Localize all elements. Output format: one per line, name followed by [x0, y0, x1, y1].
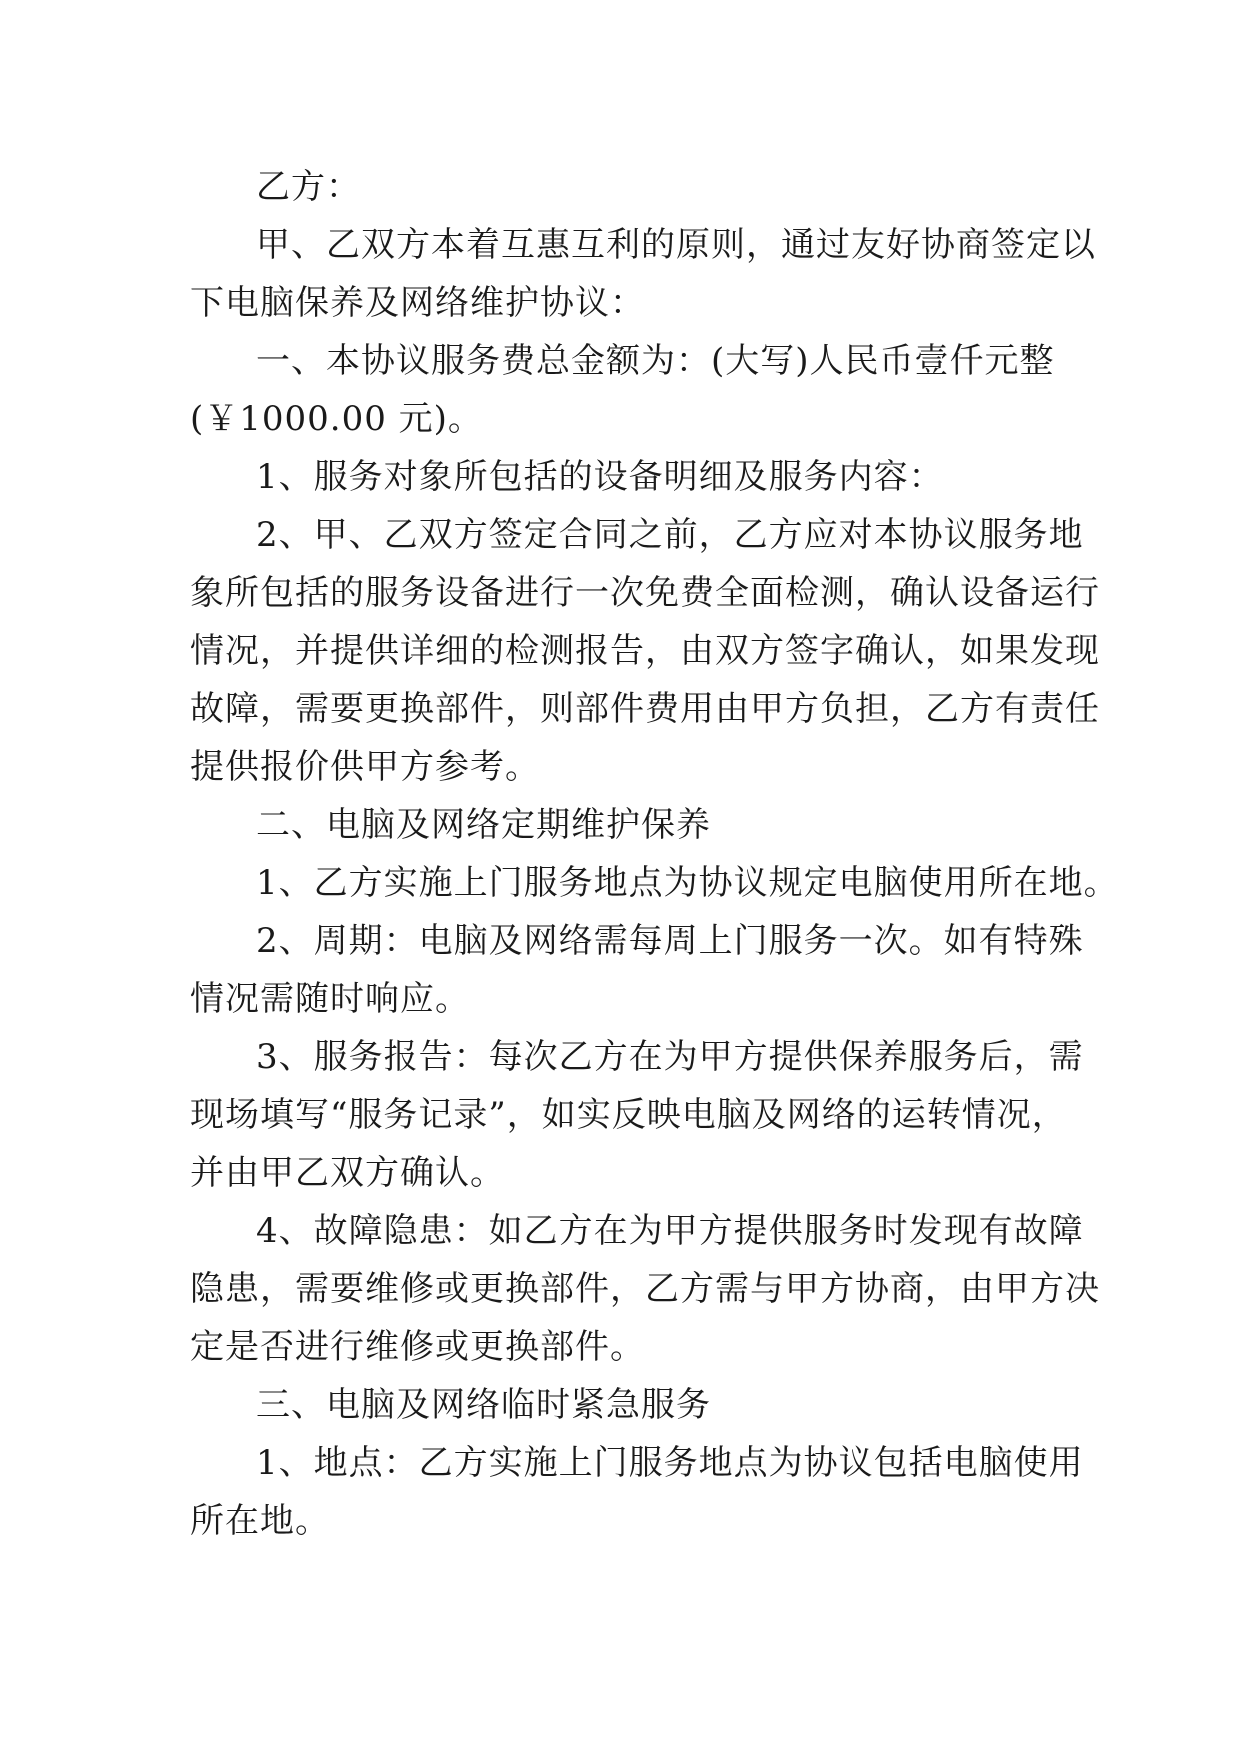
clause-1-2-line-5: 提供报价供甲方参考。: [190, 747, 540, 787]
clause-2-2-line-1: 2、周期：电脑及网络需每周上门服务一次。如有特殊: [256, 921, 1084, 961]
clause-1-2-line-2: 象所包括的服务设备进行一次免费全面检测，确认设备运行: [190, 573, 1100, 613]
section-1-heading-line-2: (￥1000.00 元)。: [190, 399, 483, 439]
clause-2-3-line-2: 现场填写“服务记录”，如实反映电脑及网络的运转情况，: [190, 1095, 1067, 1135]
clause-2-2-line-2: 情况需随时响应。: [190, 979, 470, 1019]
section-2-heading: 二、电脑及网络定期维护保养: [256, 805, 711, 845]
intro-paragraph-line-1: 甲、乙双方本着互惠互利的原则，通过友好协商签定以: [256, 225, 1096, 265]
clause-1-2-line-4: 故障，需要更换部件，则部件费用由甲方负担，乙方有责任: [190, 689, 1100, 729]
clause-3-1-line-2: 所在地。: [190, 1501, 330, 1541]
document-body: [190, 158, 1119, 1550]
clause-1-2-line-1: 2、甲、乙双方签定合同之前，乙方应对本协议服务地: [256, 515, 1084, 555]
clause-2-4-line-1: 4、故障隐患：如乙方在为甲方提供服务时发现有故障: [256, 1211, 1084, 1251]
party-b-label: 乙方：: [256, 167, 361, 207]
clause-3-1-line-1: 1、地点：乙方实施上门服务地点为协议包括电脑使用: [256, 1443, 1084, 1483]
clause-2-3-line-1: 3、服务报告：每次乙方在为甲方提供保养服务后，需: [256, 1037, 1084, 1077]
clause-2-1: 1、乙方实施上门服务地点为协议规定电脑使用所在地。: [256, 863, 1119, 903]
clause-1-2-line-3: 情况，并提供详细的检测报告，由双方签字确认，如果发现: [190, 631, 1100, 671]
section-1-heading-line-1: 一、本协议服务费总金额为：(大写)人民币壹仟元整: [256, 341, 1055, 381]
clause-1-1: 1、服务对象所包括的设备明细及服务内容：: [256, 457, 944, 497]
clause-2-4-line-3: 定是否进行维修或更换部件。: [190, 1327, 645, 1367]
section-3-heading: 三、电脑及网络临时紧急服务: [256, 1385, 711, 1425]
clause-2-3-line-3: 并由甲乙双方确认。: [190, 1153, 505, 1193]
intro-paragraph-line-2: 下电脑保养及网络维护协议：: [190, 283, 645, 323]
clause-2-4-line-2: 隐患，需要维修或更换部件，乙方需与甲方协商，由甲方决: [190, 1269, 1100, 1309]
